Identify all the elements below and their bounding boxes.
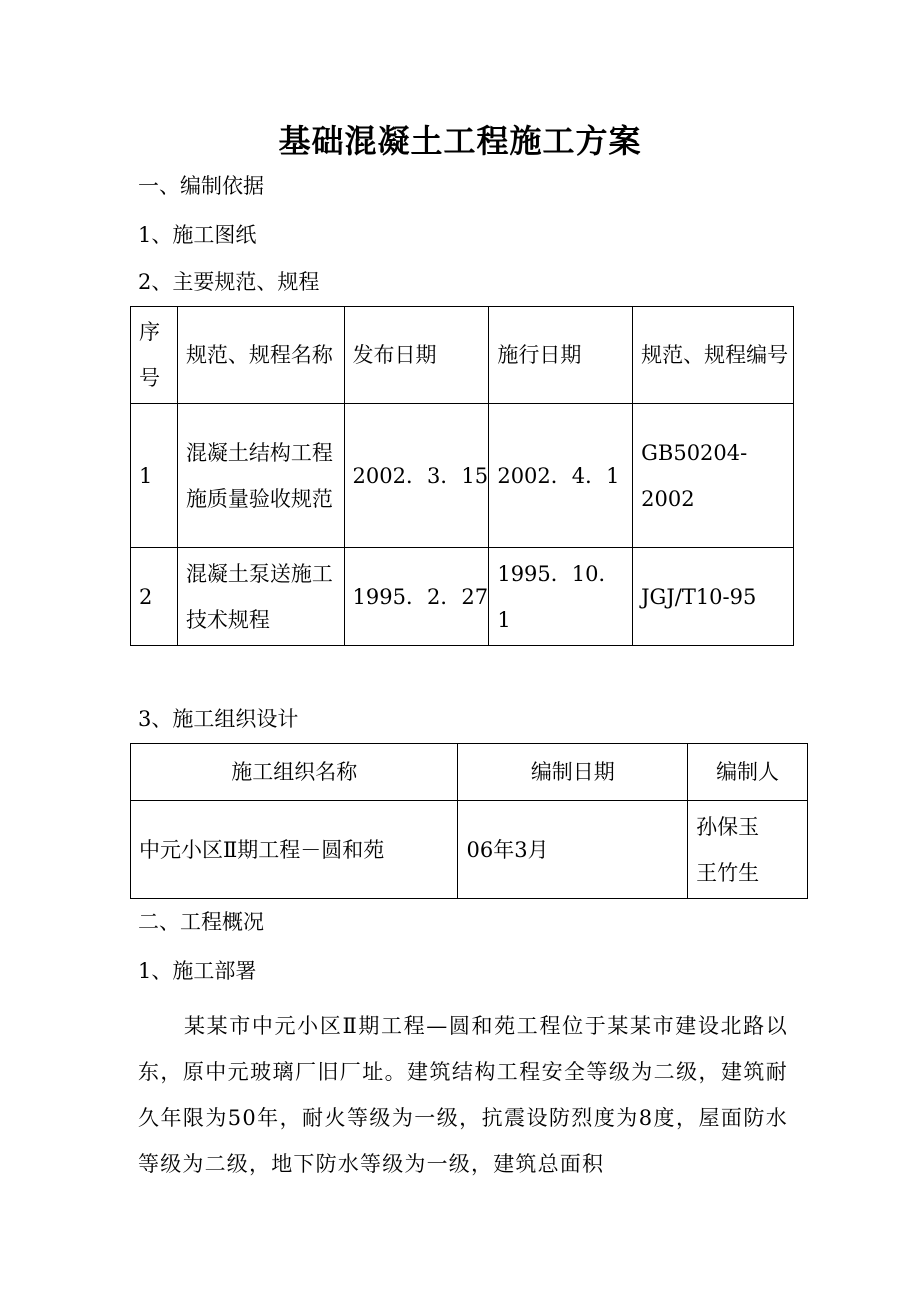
overview-paragraph: 某某市中元小区Ⅱ期工程—圆和苑工程位于某某市建设北路以东，原中元玻璃厂旧厂址。建筑结构工程安全等级为二级，建筑耐久年限为50年，耐火等级为一级，抗震设防烈度为8度，屋面防水等级为二级，地下防水等级为一级，建筑总面积: [138, 1014, 788, 1176]
subheading-org-design: 3、施工组织设计: [138, 707, 299, 731]
header-effective-date: 施行日期: [489, 307, 633, 404]
cell-compile-date: 06年3月: [458, 801, 688, 899]
cell-index: 2: [131, 548, 178, 646]
cell-org-name: 中元小区Ⅱ期工程－圆和苑: [131, 801, 458, 899]
cell-code: GB50204-2002: [633, 404, 794, 548]
org-table: [130, 743, 808, 899]
cell-authors: [688, 801, 808, 899]
header-compile-date: 编制日期: [458, 744, 688, 801]
author-name: 王竹生: [696, 860, 760, 885]
header-name: 规范、规程名称: [177, 307, 344, 404]
header-index: 序号: [131, 307, 178, 404]
header-publish-date: 发布日期: [344, 307, 489, 404]
subheading-deployment: 1、施工部署: [138, 959, 257, 983]
cell-index: 1: [131, 404, 178, 548]
section-heading-overview: 二、工程概况: [138, 910, 264, 934]
table-row: [131, 548, 794, 646]
table-row: [131, 404, 794, 548]
cell-effective-date: 2002．4．1: [489, 404, 633, 548]
subheading-specs: 2、主要规范、规程: [138, 270, 320, 294]
cell-code: JGJ/T10-95: [633, 548, 794, 646]
cell-name: 混凝土泵送施工技术规程: [177, 548, 344, 646]
page-title: 基础混凝土工程施工方案: [278, 122, 642, 160]
author-name: 孙保玉: [696, 814, 760, 839]
subheading-drawings: 1、施工图纸: [138, 223, 257, 247]
table-header-row: [131, 307, 794, 404]
section-heading-basis: 一、编制依据: [138, 174, 264, 198]
header-author: 编制人: [688, 744, 808, 801]
table-header-row: [131, 744, 808, 801]
spec-table: [130, 306, 794, 646]
header-code: 规范、规程编号: [633, 307, 794, 404]
cell-publish-date: 1995．2．27: [344, 548, 489, 646]
cell-publish-date: 2002．3．15: [344, 404, 489, 548]
table-row: [131, 801, 808, 899]
cell-name: 混凝土结构工程施质量验收规范: [177, 404, 344, 548]
cell-effective-date: 1995．10．1: [489, 548, 633, 646]
header-org-name: 施工组织名称: [131, 744, 458, 801]
